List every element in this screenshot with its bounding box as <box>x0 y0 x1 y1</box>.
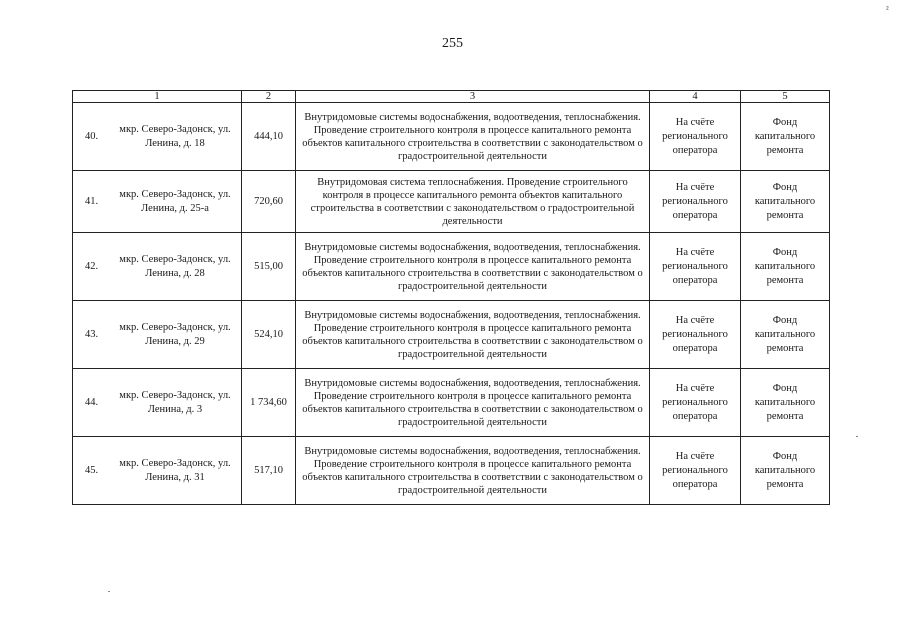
table-row <box>73 103 830 171</box>
operator-cell: На счёте регионального оператора <box>650 171 741 233</box>
funding-source-cell: Фонд капитального ремонта <box>741 171 830 233</box>
address-text: мкр. Северо-Задонск, ул. Ленина, д. 31 <box>119 457 231 483</box>
scan-speck <box>108 591 110 592</box>
works-cell: Внутридомовые системы водоснабжения, водоотведения, теплоснабжения. Проведение строительного контроля в процессе капитального ремонта объектов капитального строительства в соответствии с законодательством о градостроительной деятельности <box>296 369 650 437</box>
works-cell: Внутридомовые системы водоснабжения, водоотведения, теплоснабжения. Проведение строительного контроля в процессе капитального ремонта объектов капитального строительства в соответствии с законодательством о градостроительной деятельности <box>296 437 650 505</box>
works-cell: Внутридомовые системы водоснабжения, водоотведения, теплоснабжения. Проведение строительного контроля в процессе капитального ремонта объектов капитального строительства в соответствии с законодательством о градостроительной деятельности <box>296 103 650 171</box>
address-cell <box>73 301 242 369</box>
scan-speck <box>856 436 858 437</box>
table-row <box>73 301 830 369</box>
operator-cell: На счёте регионального оператора <box>650 233 741 301</box>
column-header: 5 <box>741 91 830 103</box>
row-number: 42. <box>85 261 99 272</box>
address-text: мкр. Северо-Задонск, ул. Ленина, д. 28 <box>119 253 231 279</box>
funding-source-cell: Фонд капитального ремонта <box>741 437 830 505</box>
table-body <box>73 103 830 505</box>
row-number: 44. <box>85 397 99 408</box>
area-cell: 517,10 <box>242 437 296 505</box>
operator-cell: На счёте регионального оператора <box>650 369 741 437</box>
address-cell <box>73 437 242 505</box>
address-cell <box>73 103 242 171</box>
address-text: мкр. Северо-Задонск, ул. Ленина, д. 25-а <box>119 188 231 214</box>
funding-source-cell: Фонд капитального ремонта <box>741 103 830 171</box>
funding-source-cell: Фонд капитального ремонта <box>741 369 830 437</box>
table-row <box>73 369 830 437</box>
row-number: 45. <box>85 465 99 476</box>
table-row <box>73 233 830 301</box>
address-text: мкр. Северо-Задонск, ул. Ленина, д. 29 <box>119 321 231 347</box>
column-header: 4 <box>650 91 741 103</box>
page-number: 255 <box>442 36 463 51</box>
table-header-row <box>73 91 830 103</box>
operator-cell: На счёте регионального оператора <box>650 103 741 171</box>
repair-schedule-table <box>72 90 830 505</box>
table-row <box>73 437 830 505</box>
table-row <box>73 171 830 233</box>
column-header: 3 <box>296 91 650 103</box>
row-number: 40. <box>85 131 99 142</box>
address-text: мкр. Северо-Задонск, ул. Ленина, д. 3 <box>119 389 231 415</box>
works-cell: Внутридомовые системы водоснабжения, водоотведения, теплоснабжения. Проведение строительного контроля в процессе капитального ремонта объектов капитального строительства в соответствии с законодательством о градостроительной деятельности <box>296 301 650 369</box>
address-text: мкр. Северо-Задонск, ул. Ленина, д. 18 <box>119 123 231 149</box>
column-header: 2 <box>242 91 296 103</box>
works-cell: Внутридомовые системы водоснабжения, водоотведения, теплоснабжения. Проведение строительного контроля в процессе капитального ремонта объектов капитального строительства в соответствии с законодательством о градостроительной деятельности <box>296 233 650 301</box>
area-cell: 1 734,60 <box>242 369 296 437</box>
works-cell: Внутридомовая система теплоснабжения. Проведение строительного контроля в процессе капитального ремонта объектов капитального строительства в соответствии с законодательством о градостроительной деятельности <box>296 171 650 233</box>
funding-source-cell: Фонд капитального ремонта <box>741 301 830 369</box>
row-number: 41. <box>85 196 99 207</box>
funding-source-cell: Фонд капитального ремонта <box>741 233 830 301</box>
column-header: 1 <box>73 91 242 103</box>
area-cell: 444,10 <box>242 103 296 171</box>
operator-cell: На счёте регионального оператора <box>650 301 741 369</box>
area-cell: 515,00 <box>242 233 296 301</box>
address-cell <box>73 233 242 301</box>
area-cell: 720,60 <box>242 171 296 233</box>
corner-mark: ² <box>886 4 889 14</box>
row-number: 43. <box>85 329 99 340</box>
address-cell <box>73 369 242 437</box>
operator-cell: На счёте регионального оператора <box>650 437 741 505</box>
area-cell: 524,10 <box>242 301 296 369</box>
address-cell <box>73 171 242 233</box>
